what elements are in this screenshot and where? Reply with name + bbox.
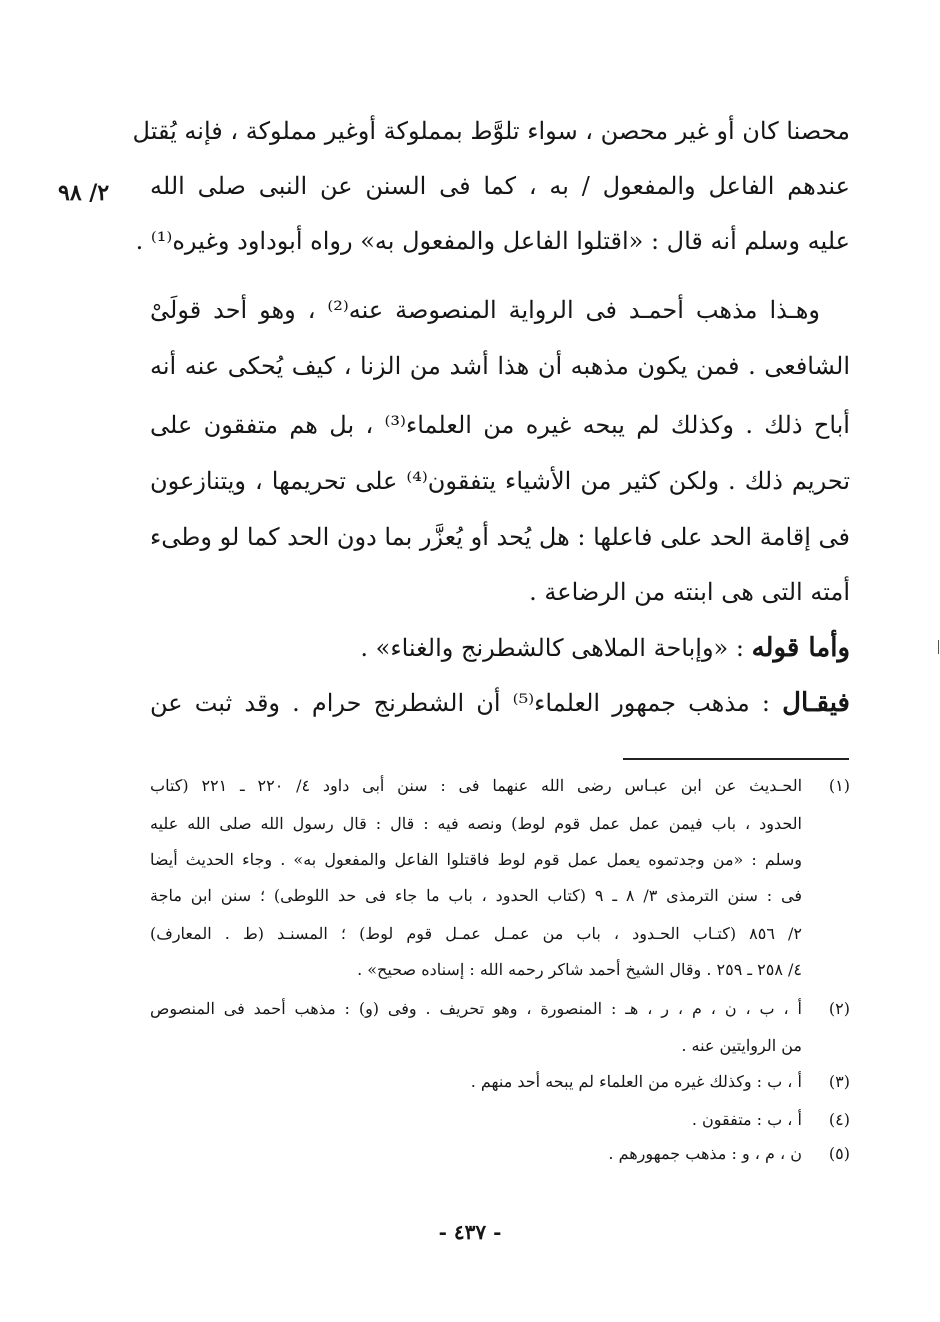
footnote-line: أ ، ب : وكذلك غيره من العلماء لم يبحه أحد منهم .	[470, 1072, 802, 1091]
footnote-number: (٤)	[828, 1110, 850, 1129]
footnote-line: ن ، م ، و : مذهب جمهورهم .	[608, 1144, 802, 1163]
footnote-line: وسلم : «من وجدتموه يعمل عمل قوم لوط فاقتلوا الفاعل والمفعول به» . وجاء الحديث أيضا	[150, 850, 802, 869]
footnote-number: (٣)	[828, 1072, 850, 1091]
footnote-line: أ ، ب ، ن ، م ، ر ، هـ : المنصورة ، وهو تحريف . وفى (و) : مذهب أحمد فى المنصوص	[150, 999, 803, 1018]
footnote-line: الحدود ، باب فيمن عمل عمل قوم لوط) ونصه فيه : قال : قال رسول الله صلى الله عليه	[150, 814, 802, 833]
body-line: الشافعى . فمن يكون مذهبه أن هذا أشد من الزنا ، كيف يُحكى عنه أنه	[150, 352, 850, 380]
footnote-line: ٢/ ٨٥٦ (كتـاب الحـدود ، باب من عمـل عمـل قوم لوط) ؛ المسنـد (ط . المعارف)	[150, 924, 802, 943]
body-line: تحريم ذلك . ولكن كثير من الأشياء يتفقون⁽⁴⁾ على تحريمها ، ويتنازعون	[150, 467, 850, 495]
footnote-line: من الروايتين عنه .	[681, 1036, 802, 1055]
body-line: عندهم الفاعل والمفعول / به ، كما فى السنن عن النبى صلى الله	[150, 172, 850, 200]
body-line: فى إقامة الحد على فاعلها : هل يُحد أو يُعزَّر بما دون الحد كما لو وطىء	[149, 523, 850, 551]
qawl-line	[150, 633, 850, 663]
footnote-number: (٢)	[828, 999, 850, 1018]
fayuqal-text: : مذهب جمهور العلماء⁽⁵⁾ أن الشطرنج حرام . وقد ثبت عن	[150, 689, 783, 717]
footnote-number: (٥)	[828, 1144, 850, 1163]
fayuqal-line	[150, 688, 850, 718]
body-line: أباح ذلك . وكذلك لم يبحه غيره من العلماء⁽³⁾ ، بل هم متفقون على	[150, 411, 850, 439]
scan-edge-mark	[938, 640, 939, 654]
qawl-label: وأما قوله	[751, 633, 850, 663]
fayuqal-label: فيقـال	[782, 688, 850, 718]
footnote-separator	[623, 758, 849, 760]
footnote-line: فى : سنن الترمذى ٣/ ٨ ـ ٩ (كتاب الحدود ، باب ما جاء فى حد اللوطى) ؛ سنن ابن ماجة	[150, 886, 803, 905]
qawl-text: : «وإباحة الملاهى كالشطرنج والغناء» .	[360, 634, 752, 662]
body-line: وهـذا مذهب أحمـد فى الرواية المنصوصة عنه⁽²⁾ ، وهو أحد قولَىْ	[150, 296, 820, 324]
body-line: محصنا كان أو غير محصن ، سواء تلوَّط بمملوكة أوغير مملوكة ، فإنه يُقتل	[132, 117, 850, 145]
body-line: أمته التى هى ابنته من الرضاعة .	[529, 578, 850, 606]
body-line: عليه وسلم أنه قال : «اقتلوا الفاعل والمفعول به» رواه أبوداود وغيره⁽¹⁾ .	[135, 227, 850, 255]
page-number: - ٤٣٧ -	[438, 1220, 502, 1244]
footnote-number: (١)	[828, 776, 850, 795]
footnote-line: أ ، ب : متفقون .	[691, 1110, 802, 1129]
footnote-line: الحـديث عن ابن عبـاس رضى الله عنهما فى : سنن أبى داود ٤/ ٢٢٠ ـ ٢٢١ (كتاب	[150, 776, 803, 795]
margin-page-reference: ٢/ ٩٨	[58, 180, 110, 206]
footnote-line: ٤/ ٢٥٨ ـ ٢٥٩ . وقال الشيخ أحمد شاكر رحمه الله : إسناده صحيح» .	[357, 960, 802, 979]
